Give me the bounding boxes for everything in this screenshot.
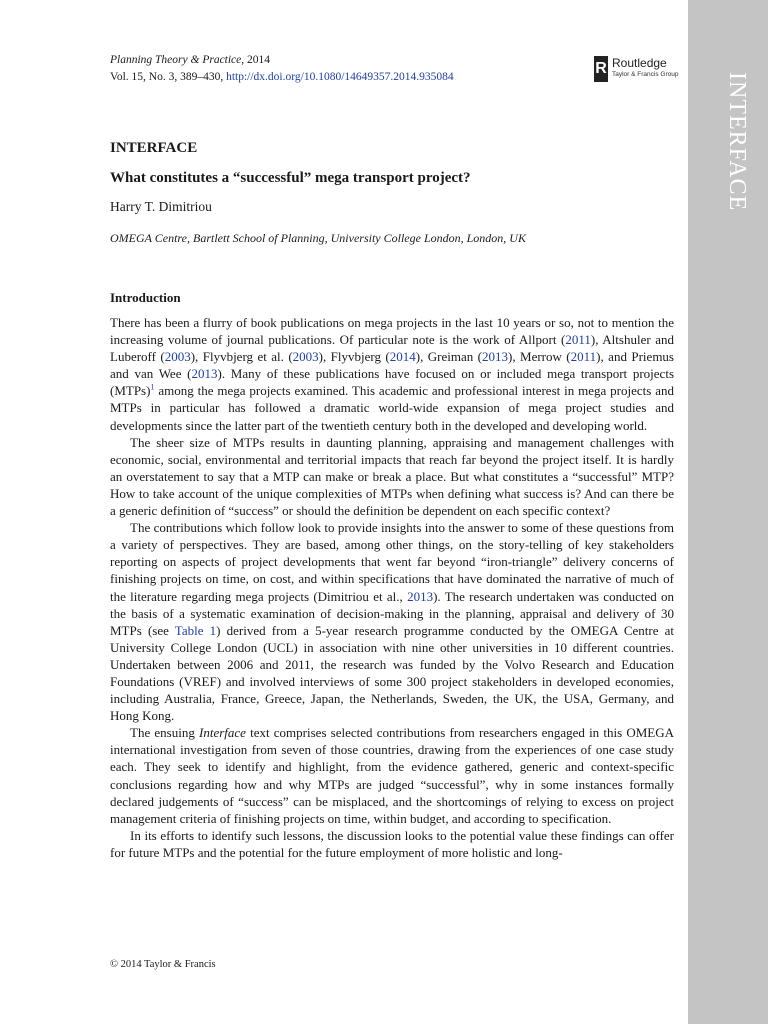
- p1-text-b: ), Altshuler and Luberoff (: [110, 332, 675, 365]
- citation-link[interactable]: 2013: [191, 366, 218, 382]
- p3-text-a: The contributions which follow look to provide insights into the answer to some of these questions from a variety of perspectives. They are based, among other things, on the story-telling of key stakeholders reporting on aspects of project developments that went far beyond “iron-triangle” delivery concerns of finishing projects on time, on cost, and within specifications that have dominated the narrative of much of the literature regarding mega projects (Dimitriou et al.,: [110, 520, 674, 604]
- p1-text-c: ), Flyvbjerg et al. (: [190, 349, 293, 365]
- p4-emphasis: Interface: [199, 725, 246, 741]
- p3-text-c: ) derived from a 5-year research programme conducted by the OMEGA Centre at University College London (UCL) in association with nine other universities in 10 different countries. Undertaken between 2006 and 2011, the research was funded by the Volvo Research and Education Foundations (VREF) and involved interviews of some 300 project stakeholders in developed economies, including Australia, France, Greece, Japan, the Netherlands, Sweden, the UK, the USA, Germany, and Hong Kong.: [110, 622, 675, 724]
- citation-link[interactable]: 2011: [570, 349, 597, 365]
- introduction-heading: Introduction: [110, 290, 181, 305]
- publisher-text: [612, 58, 678, 80]
- p1-text-d: ), Flyvbjerg (: [318, 349, 390, 365]
- article-body: [110, 314, 674, 861]
- footnote-link[interactable]: 1: [150, 383, 155, 393]
- p1-text-h: ). Many of these publications have focused on or included mega transport projects (MTPs): [110, 366, 674, 399]
- p4-text-a: The ensuing: [130, 725, 200, 741]
- publisher-sub: Taylor & Francis Group: [612, 71, 679, 78]
- citation-link[interactable]: 2013: [407, 588, 434, 604]
- p1-text-i: among the mega projects examined. This academic and professional interest in mega projects and MTPs in particular has followed a dramatic world-wide expansion of mega project studies and developments since the latter part of the twentieth century both in the developed and developing world.: [110, 383, 674, 433]
- table-link[interactable]: Table 1: [174, 622, 217, 638]
- p1-text-g: ), and Priemus and van Wee (: [110, 349, 674, 382]
- citation-link[interactable]: 2011: [565, 332, 591, 348]
- section-sidebar: [688, 0, 768, 1024]
- p1-text-e: ), Greiman (: [415, 349, 482, 365]
- citation-link[interactable]: 2014: [389, 349, 416, 365]
- citation-link[interactable]: 2003: [292, 349, 319, 365]
- citation-link[interactable]: 2013: [482, 349, 508, 365]
- routledge-logo-icon: R: [594, 56, 608, 82]
- copyright-footer: © 2014 Taylor & Francis: [110, 959, 216, 970]
- paragraph-5: In its efforts to identify such lessons, the discussion looks to the potential value these findings can offer for future MTPs and the potential for the future employment of more holistic and long-: [110, 827, 674, 860]
- p3-text-b: ). The research undertaken was conducted on the basis of a systematic examination of decision-making in the planning, appraisal and delivery of 30 MTPs (see: [110, 588, 675, 638]
- journal-citation: [110, 52, 454, 69]
- journal-year: , 2014: [241, 54, 271, 66]
- sidebar-label: INTERFACE: [724, 72, 750, 212]
- author-affiliation: OMEGA Centre, Bartlett School of Planning, University College London, London, UK: [110, 231, 526, 245]
- paragraph-4: [110, 724, 674, 827]
- p1-text-a: There has been a flurry of book publications on mega projects in the last 10 years or so, not to mention the increasing volume of journal publications. Of particular note is the work of Allport (: [110, 315, 674, 348]
- p1-text-f: ), Merrow (: [508, 349, 571, 365]
- section-label: INTERFACE: [110, 140, 198, 156]
- citation-link[interactable]: 2003: [164, 349, 191, 365]
- paragraph-1: [110, 314, 674, 434]
- doi-link[interactable]: http://dx.doi.org/10.1080/14649357.2014.935084: [226, 71, 454, 83]
- journal-name: Planning Theory & Practice: [110, 54, 242, 66]
- paragraph-3: [110, 519, 674, 724]
- volume-info: Vol. 15, No. 3, 389–430,: [110, 71, 227, 83]
- p4-text-b: text comprises selected contributions from researchers engaged in this OMEGA international investigation from seven of those countries, drawing from the experiences of one case study each. They seek to identify and highlight, from the evidence gathered, generic and context-specific conclusions regarding how and why MTPs are judged “successful”, why in some instances formally declared judgements of “success” can be misplaced, and the shortcomings of relying to excess on project management criteria of finishing projects on time, within budget, and according to specification.: [110, 725, 674, 826]
- article-title: What constitutes a “successful” mega transport project?: [110, 170, 471, 186]
- volume-line: [110, 69, 454, 86]
- paragraph-2: The sheer size of MTPs results in daunting planning, appraising and management challenges with economic, social, environmental and territorial impacts that reach far beyond the project itself. It is hardly an overstatement to say that a MTP can make or break a place. But what constitutes a “successful” MTP? How to take account of the unique complexities of MTPs when defining what success is? And can there be a generic definition of “success” or should the definition be dependent on each specific context?: [110, 434, 674, 519]
- author-name: Harry T. Dimitriou: [110, 199, 212, 214]
- publisher-name: Routledge: [612, 56, 667, 70]
- publisher-logo: [594, 56, 678, 82]
- journal-info: [110, 52, 454, 86]
